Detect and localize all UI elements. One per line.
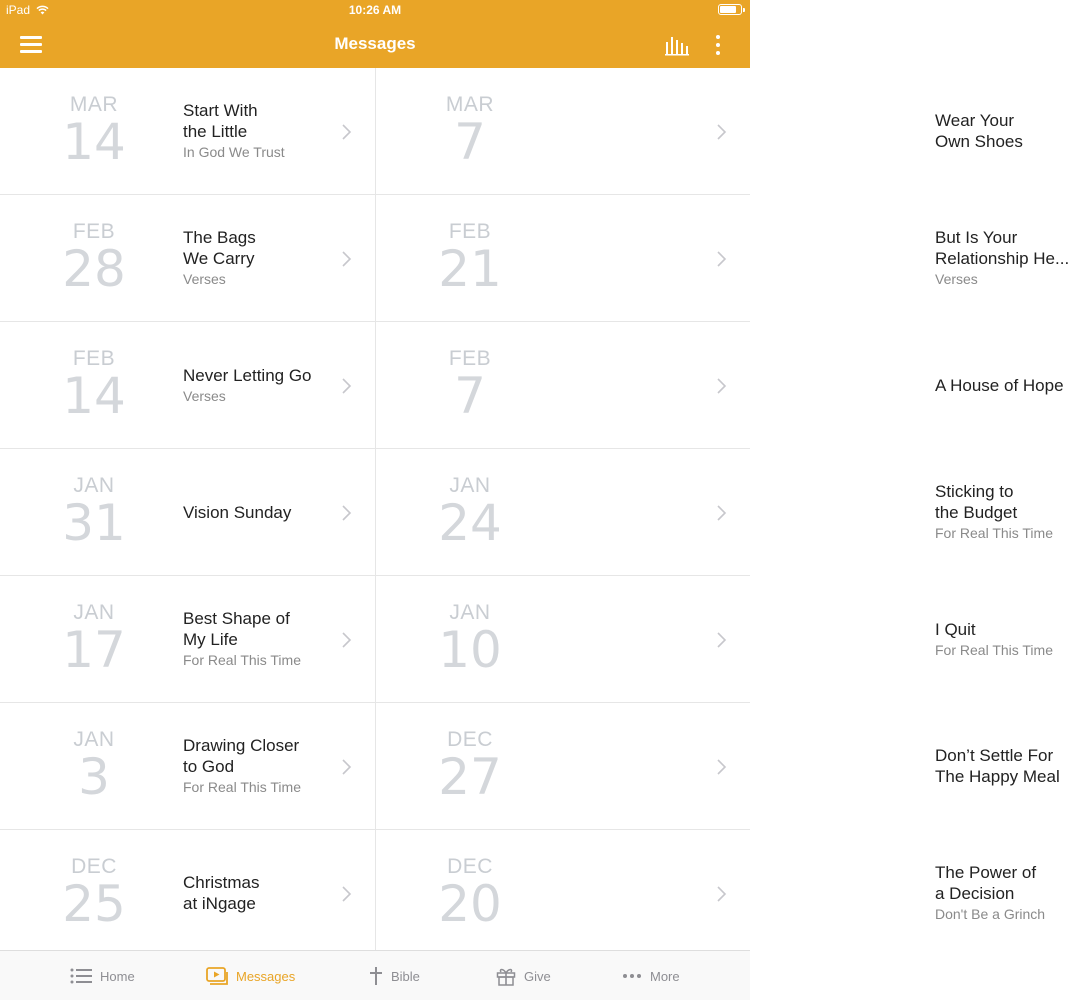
message-date bbox=[44, 92, 144, 171]
message-title: Best Shape of bbox=[183, 609, 290, 628]
message-month: JAN bbox=[73, 728, 115, 751]
message-day: 10 bbox=[438, 621, 502, 679]
status-bar bbox=[0, 0, 750, 20]
message-item[interactable] bbox=[0, 322, 376, 449]
message-month: JAN bbox=[73, 601, 115, 624]
chevron-right-icon bbox=[341, 251, 351, 267]
chevron-right-icon bbox=[716, 251, 726, 267]
chevron-right-icon bbox=[716, 124, 726, 140]
message-text bbox=[935, 68, 1085, 194]
cross-icon bbox=[369, 966, 383, 986]
message-month: FEB bbox=[72, 220, 116, 243]
message-item[interactable] bbox=[0, 576, 376, 703]
message-month: FEB bbox=[72, 347, 116, 370]
message-item[interactable] bbox=[0, 68, 376, 195]
message-item[interactable] bbox=[376, 576, 1053, 703]
message-text bbox=[935, 576, 1085, 702]
message-title: The Bags bbox=[183, 228, 256, 247]
message-text bbox=[183, 576, 333, 702]
message-title: Start With bbox=[183, 101, 258, 120]
message-day: 28 bbox=[62, 240, 126, 298]
message-month: FEB bbox=[448, 347, 492, 370]
message-title: to God bbox=[183, 757, 235, 776]
message-title: My Life bbox=[183, 630, 238, 649]
message-series: For Real This Time bbox=[935, 525, 1053, 541]
message-title: Christmas bbox=[183, 873, 260, 892]
message-item[interactable] bbox=[376, 449, 1053, 576]
chevron-right-icon bbox=[716, 886, 726, 902]
message-text bbox=[935, 830, 1085, 956]
message-text bbox=[935, 195, 1085, 321]
message-title: the Little bbox=[183, 122, 248, 141]
message-item[interactable] bbox=[376, 703, 1060, 830]
message-series: Don't Be a Grinch bbox=[935, 906, 1046, 922]
messages-grid bbox=[0, 68, 1070, 950]
message-day: 7 bbox=[454, 113, 486, 171]
message-text bbox=[935, 322, 1085, 448]
tab-home-label: Home bbox=[100, 968, 135, 984]
message-series: For Real This Time bbox=[183, 652, 301, 668]
tab-bible-label: Bible bbox=[391, 968, 420, 984]
message-day: 25 bbox=[62, 875, 126, 933]
status-time: 10:26 AM bbox=[348, 3, 402, 17]
message-month: JAN bbox=[449, 601, 491, 624]
message-title: at iNgage bbox=[183, 894, 256, 913]
device-label: iPad bbox=[6, 3, 31, 17]
message-text bbox=[183, 195, 333, 321]
tab-give-label: Give bbox=[524, 968, 551, 984]
gift-icon bbox=[496, 967, 516, 986]
tab-messages-label: Messages bbox=[236, 968, 296, 984]
chevron-right-icon bbox=[341, 124, 351, 140]
message-day: 21 bbox=[438, 240, 502, 298]
message-date bbox=[420, 854, 520, 933]
chevron-right-icon bbox=[341, 632, 351, 648]
tab-bible[interactable] bbox=[369, 951, 420, 1001]
message-title: Own Shoes bbox=[935, 132, 1023, 151]
nav-bar bbox=[0, 20, 750, 68]
message-month: MAR bbox=[445, 93, 495, 116]
message-day: 27 bbox=[438, 748, 502, 806]
tab-more[interactable] bbox=[622, 951, 680, 1001]
message-series: Verses bbox=[183, 271, 226, 287]
message-series: Verses bbox=[935, 271, 978, 287]
tab-home[interactable] bbox=[70, 951, 135, 1001]
message-series: Verses bbox=[183, 387, 226, 404]
chevron-right-icon bbox=[716, 759, 726, 775]
message-month: JAN bbox=[73, 474, 115, 497]
tab-bar bbox=[0, 950, 750, 1000]
message-text bbox=[183, 830, 333, 956]
tab-give[interactable] bbox=[496, 951, 551, 1001]
page-title: Messages bbox=[334, 34, 416, 53]
message-date bbox=[44, 600, 144, 679]
message-item[interactable] bbox=[0, 195, 376, 322]
message-item[interactable] bbox=[376, 68, 1023, 195]
message-date bbox=[420, 92, 520, 171]
chevron-right-icon bbox=[341, 378, 351, 394]
message-date bbox=[44, 727, 144, 806]
message-day: 20 bbox=[438, 875, 502, 933]
message-item[interactable] bbox=[376, 830, 1046, 957]
message-title: Sticking to bbox=[935, 482, 1014, 501]
message-text bbox=[183, 703, 333, 829]
message-item[interactable] bbox=[0, 830, 376, 957]
message-title: Wear Your bbox=[935, 111, 1015, 130]
message-month: FEB bbox=[448, 220, 492, 243]
message-month: DEC bbox=[447, 728, 493, 751]
message-title: The Power of bbox=[935, 863, 1037, 882]
message-title: Drawing Closer bbox=[183, 736, 300, 755]
battery-icon bbox=[718, 4, 742, 15]
message-title: the Budget bbox=[935, 503, 1018, 522]
message-title: The Happy Meal bbox=[935, 767, 1060, 786]
message-date bbox=[44, 473, 144, 552]
list-icon bbox=[70, 968, 92, 984]
tab-messages[interactable] bbox=[206, 951, 295, 1001]
message-title: We Carry bbox=[183, 249, 255, 268]
message-month: MAR bbox=[69, 93, 119, 116]
message-day: 7 bbox=[454, 367, 486, 425]
chevron-right-icon bbox=[341, 759, 351, 775]
more-vertical-icon[interactable] bbox=[708, 32, 728, 58]
message-date bbox=[420, 600, 520, 679]
message-date bbox=[420, 346, 520, 425]
message-series: In God We Trust bbox=[183, 144, 285, 160]
message-day: 31 bbox=[62, 494, 126, 552]
message-month: DEC bbox=[447, 855, 493, 878]
message-series: For Real This Time bbox=[935, 641, 1053, 658]
chevron-right-icon bbox=[341, 886, 351, 902]
message-month: JAN bbox=[449, 474, 491, 497]
message-date bbox=[44, 854, 144, 933]
message-day: 17 bbox=[62, 621, 126, 679]
chevron-right-icon bbox=[716, 378, 726, 394]
chevron-right-icon bbox=[716, 505, 726, 521]
message-title: A House of Hope bbox=[935, 375, 1064, 395]
message-day: 14 bbox=[62, 113, 126, 171]
message-date bbox=[44, 219, 144, 298]
message-day: 3 bbox=[78, 748, 110, 806]
message-text bbox=[183, 322, 333, 448]
more-horizontal-icon bbox=[622, 973, 642, 979]
message-date bbox=[44, 346, 144, 425]
message-series: For Real This Time bbox=[183, 779, 301, 795]
message-item[interactable] bbox=[376, 322, 1064, 449]
message-item[interactable] bbox=[0, 449, 376, 576]
message-title: Don’t Settle For bbox=[935, 746, 1054, 765]
message-title: But Is Your bbox=[935, 228, 1018, 247]
message-item[interactable] bbox=[0, 703, 376, 830]
message-item[interactable] bbox=[376, 195, 1070, 322]
message-title: a Decision bbox=[935, 884, 1015, 903]
message-date bbox=[420, 473, 520, 552]
message-title: Vision Sunday bbox=[183, 502, 292, 522]
message-date bbox=[420, 219, 520, 298]
message-text bbox=[183, 68, 333, 194]
message-title: I Quit bbox=[935, 619, 976, 639]
message-day: 24 bbox=[438, 494, 502, 552]
tab-more-label: More bbox=[650, 968, 680, 984]
video-play-icon bbox=[206, 967, 228, 985]
message-month: DEC bbox=[71, 855, 117, 878]
stats-icon[interactable] bbox=[664, 34, 690, 56]
message-day: 14 bbox=[62, 367, 126, 425]
message-title: Never Letting Go bbox=[183, 365, 312, 385]
chevron-right-icon bbox=[716, 632, 726, 648]
message-text bbox=[935, 449, 1085, 575]
message-date bbox=[420, 727, 520, 806]
message-text bbox=[935, 703, 1085, 829]
message-text bbox=[183, 449, 333, 575]
chevron-right-icon bbox=[341, 505, 351, 521]
message-title: Relationship He... bbox=[935, 249, 1070, 268]
